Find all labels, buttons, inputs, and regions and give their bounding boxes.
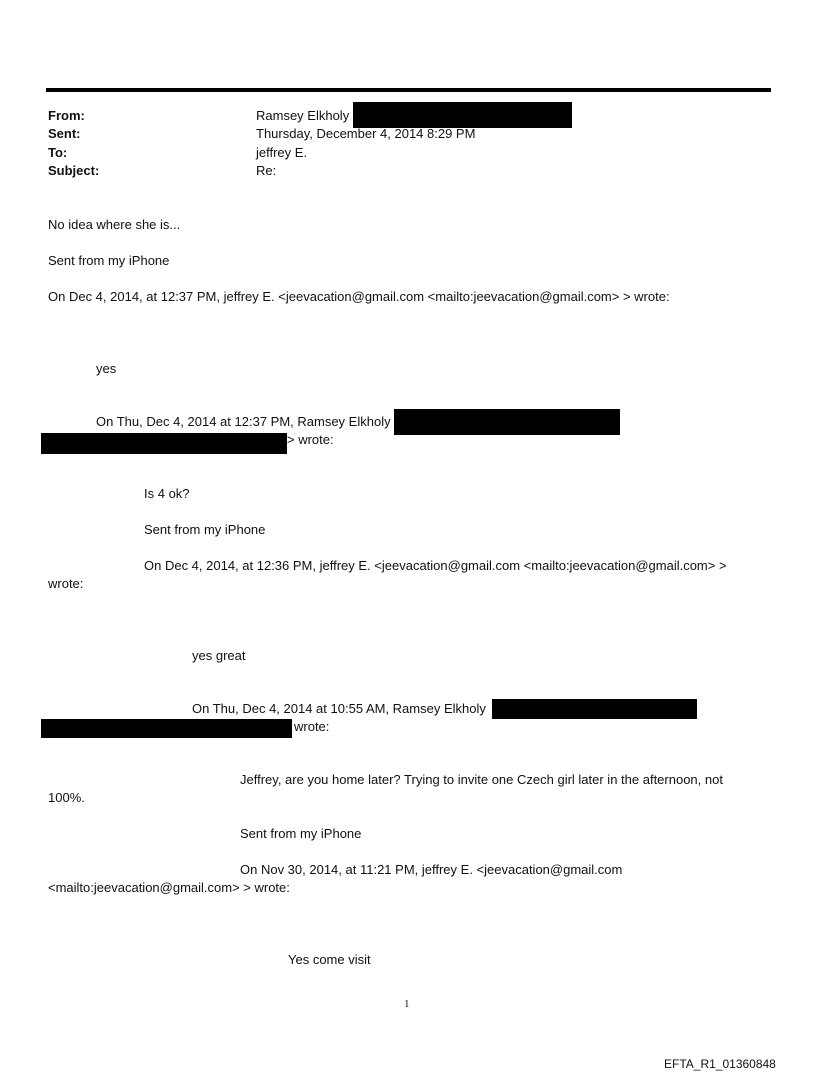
signature: Sent from my iPhone — [240, 826, 362, 841]
page-number: 1 — [404, 998, 410, 1010]
subject-label: Subject: — [48, 163, 100, 178]
redaction-box — [41, 433, 287, 454]
from-label: From: — [48, 108, 85, 123]
reply-text-continued: 100%. — [48, 790, 85, 805]
reply-text: yes — [96, 361, 117, 376]
signature: Sent from my iPhone — [48, 253, 170, 268]
subject-value: Re: — [256, 163, 277, 178]
quote-header-end: > wrote: — [287, 432, 334, 447]
sent-label: Sent: — [48, 126, 81, 141]
to-label: To: — [48, 145, 68, 160]
signature: Sent from my iPhone — [144, 522, 266, 537]
body-line: No idea where she is... — [48, 217, 181, 232]
quote-header: On Thu, Dec 4, 2014 at 12:37 PM, Ramsey Elkholy — [96, 414, 391, 429]
header-rule — [46, 88, 771, 92]
redaction-box — [394, 409, 620, 435]
reply-text: yes great — [192, 648, 246, 663]
to-value: jeffrey E. — [256, 145, 308, 160]
reply-text: Jeffrey, are you home later? Trying to invite one Czech girl later in the afternoon, not — [240, 772, 723, 787]
quote-header-end: wrote: — [294, 719, 330, 734]
sent-value: Thursday, December 4, 2014 8:29 PM — [256, 126, 476, 141]
redaction-box — [353, 102, 572, 128]
reply-text: Yes come visit — [288, 952, 371, 967]
bates-number: EFTA_R1_01360848 — [664, 1057, 776, 1071]
quote-header: On Nov 30, 2014, at 11:21 PM, jeffrey E. <jeevacation@gmail.com — [240, 862, 623, 877]
quote-header: On Thu, Dec 4, 2014 at 10:55 AM, Ramsey Elkholy — [192, 701, 486, 716]
quote-header: On Dec 4, 2014, at 12:37 PM, jeffrey E. <jeevacation@gmail.com <mailto:jeevacation@gmail.com> > wrote: — [48, 289, 670, 304]
redaction-box — [41, 719, 292, 738]
reply-text: Is 4 ok? — [144, 486, 190, 501]
quote-header: On Dec 4, 2014, at 12:36 PM, jeffrey E. <jeevacation@gmail.com <mailto:jeevacation@gmail.com> > — [144, 558, 727, 573]
quote-header-end: wrote: — [48, 576, 84, 591]
redaction-box — [492, 699, 697, 719]
quote-header-end: <mailto:jeevacation@gmail.com> > wrote: — [48, 880, 290, 895]
from-value: Ramsey Elkholy — [256, 108, 350, 123]
